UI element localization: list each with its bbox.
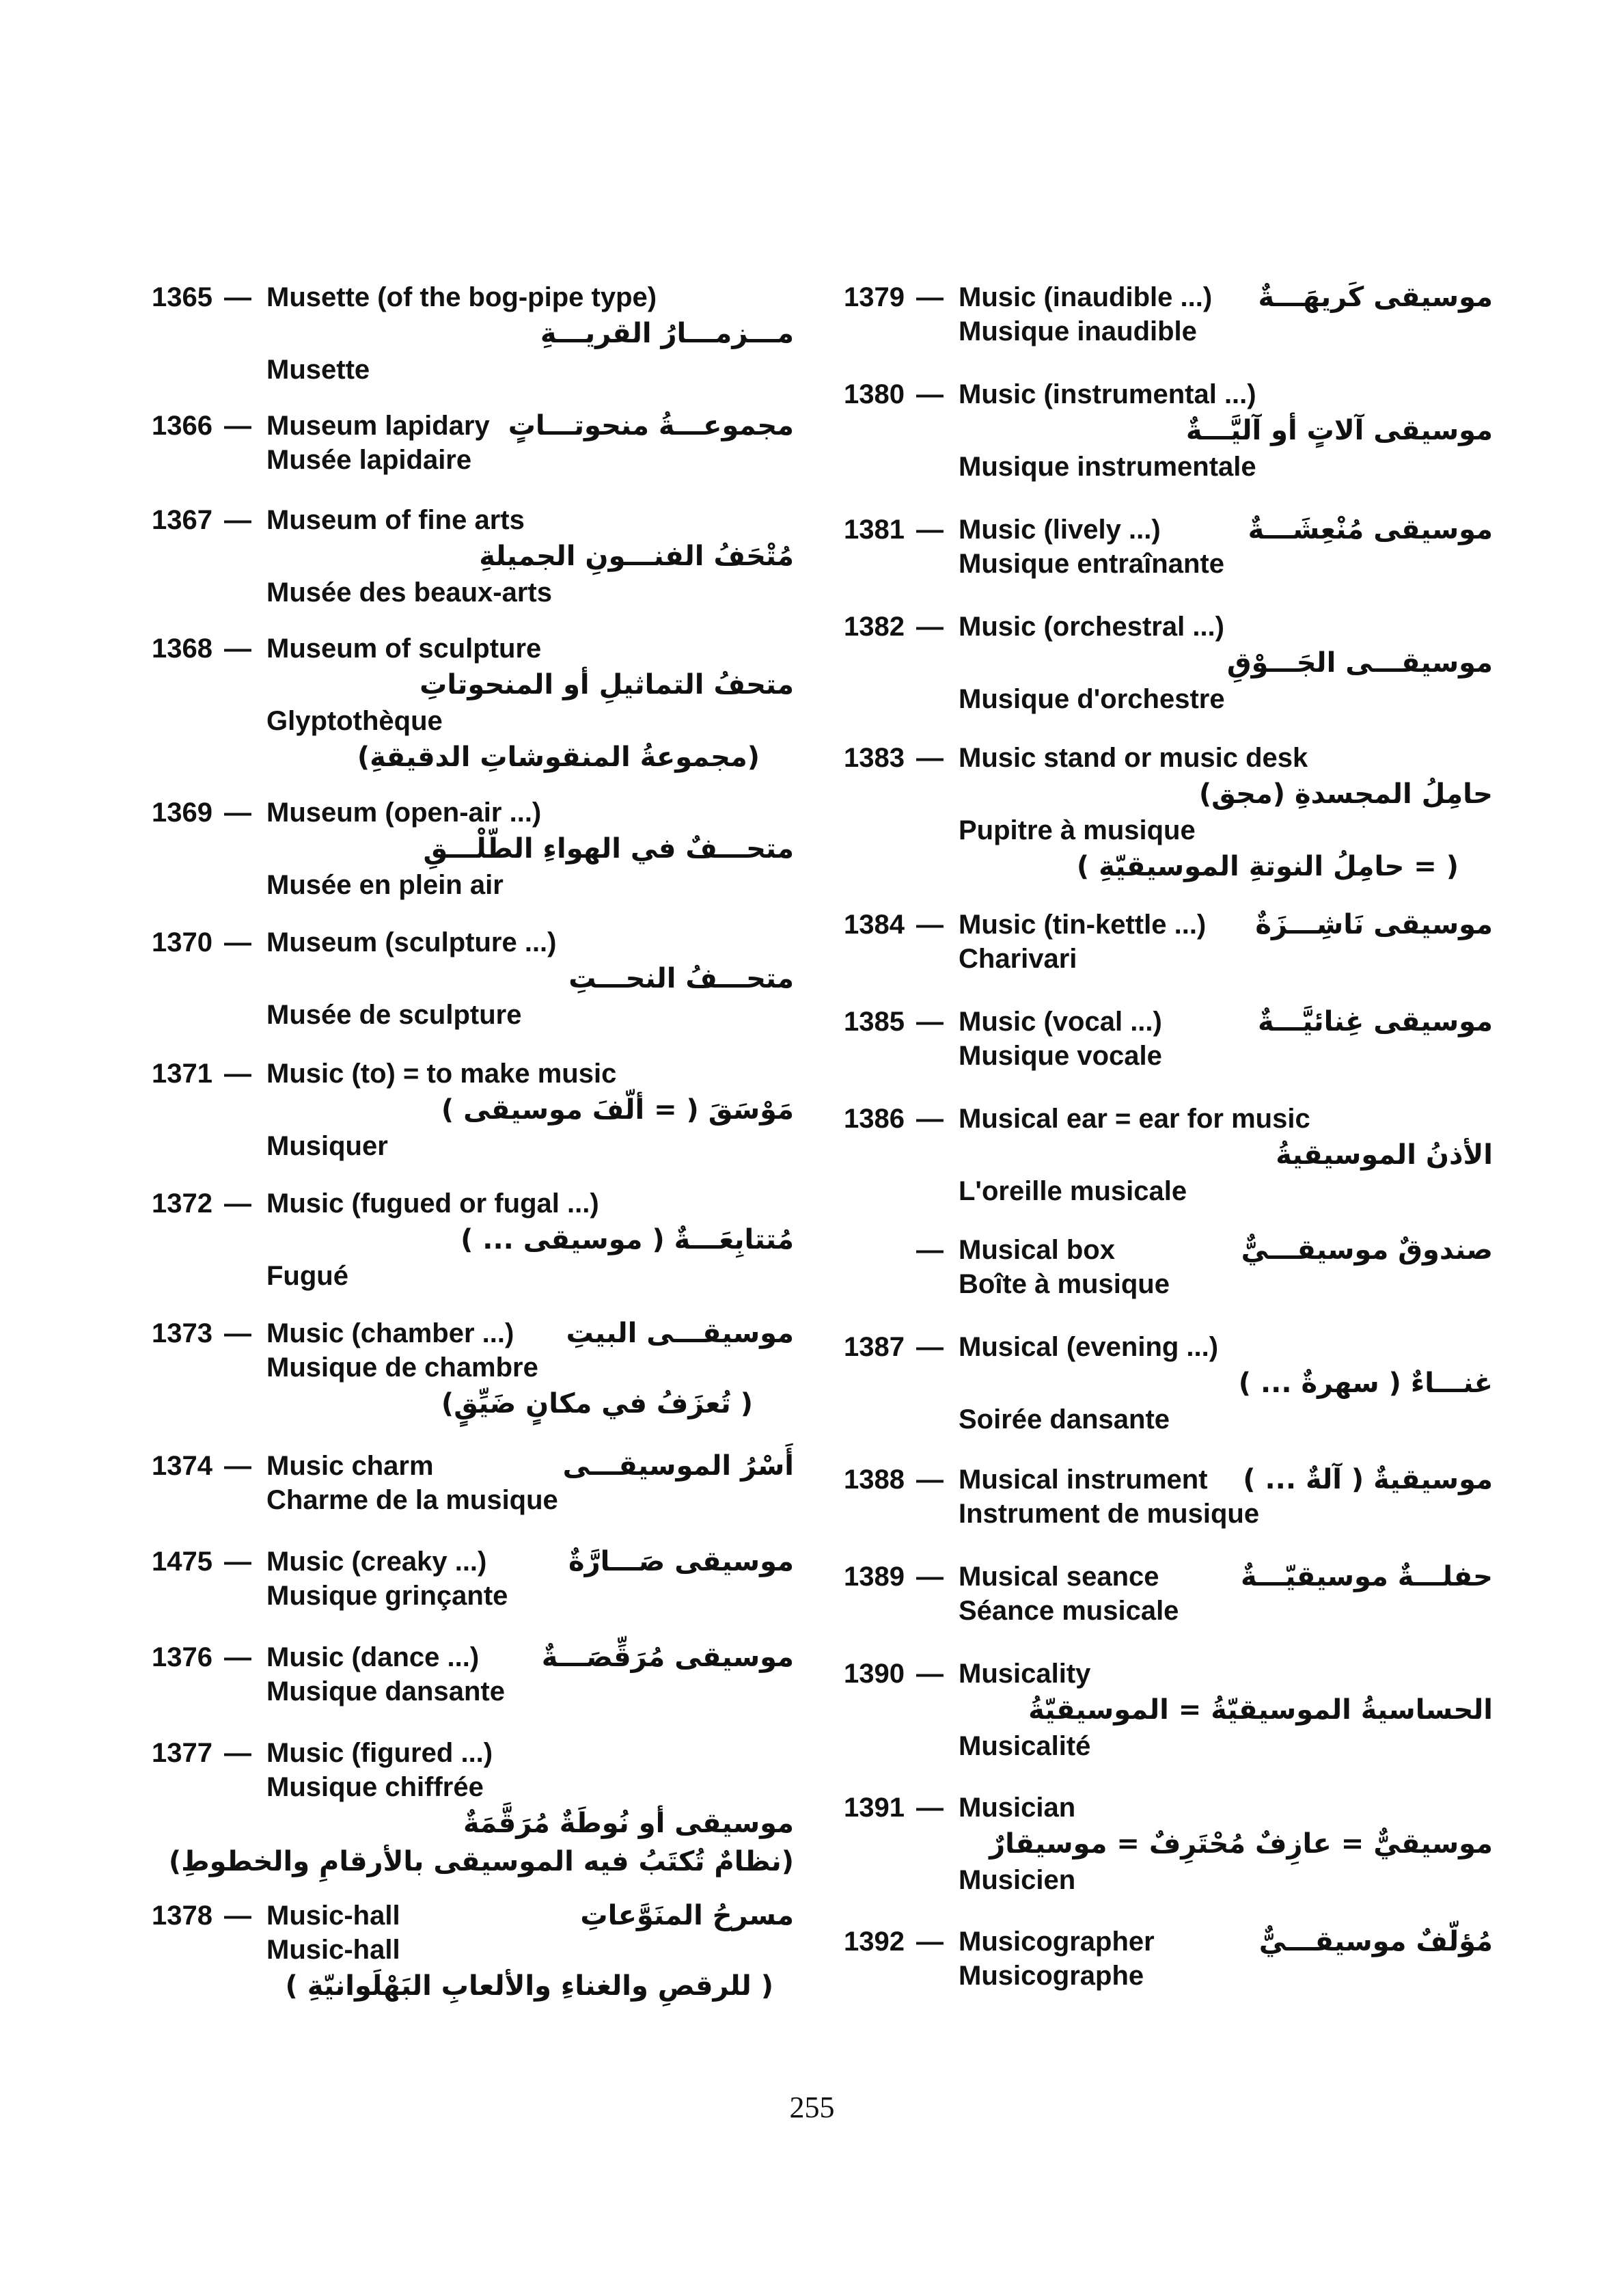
entry-1370: 1370 — Museum (sculpture ...) متحـــفُ النحـــتِ Musée de sculpture [152,925,794,1028]
entry-arabic: مُتتابِعَـــةٌ ( موسيقى ... ) [460,1224,794,1255]
entry-1377: 1377 — Music (figured ...) Musique chiffrée موسيقى أو نُوطَةٌ مُرَقَّمَةٌ (نظامٌ تُكتَبُ فيه الموسيقى بالأرقامِ والخطوطِ) [152,1736,794,1881]
entry-1388: 1388 — Musical instrument موسيقيةٌ ( آلةٌ ... ) Instrument de musique [844,1463,1493,1531]
entry-musical-box: — Musical box صندوقٌ موسيقـــيٌّ Boîte à musique [844,1233,1493,1301]
entry-1381: 1381 — Music (lively ...) موسيقى مُنْعِشَـــةٌ Musique entraînante [844,513,1493,581]
entry-headword: Museum (open-air ...) [266,798,542,828]
entry-arabic-note: (مجموعةُ المنقوشاتِ الدقيقةِ) [357,742,760,773]
entry-arabic: متحـــفٌ في الهواءِ الطّلْـــقِ [423,833,794,865]
entry-arabic: غنـــاءٌ ( سهرةٌ ... ) [1238,1368,1493,1399]
entry-arabic: صندوقٌ موسيقـــيٌّ [1241,1234,1493,1266]
entry-arabic: موسيقى صَـــارَّةٌ [568,1546,794,1577]
entry-arabic-note: ( للرقصِ والغناءِ والألعابِ البَهْلَوانيّةِ ) [285,1970,773,2002]
entry-headword: Musicality [959,1659,1091,1689]
entry-number: 1367 [152,505,212,535]
entry-arabic: حامِلُ المجسدةِ (مجق) [1198,778,1493,810]
entry-1379: 1379 — Music (inaudible ...) موسيقى كَريهَـــةٌ Musique inaudible [844,280,1493,349]
entry-french: Musée des beaux-arts [266,577,552,608]
entry-french: Musicographe [959,1961,1144,1991]
entry-headword: Music (chamber ...) [266,1318,514,1348]
entry-headword: Musician [959,1793,1076,1823]
entry-arabic: مسرحُ المنَوَّعاتِ [580,1900,794,1931]
entry-1392: 1392 — Musicographer مُؤلّفٌ موسيقـــيٌّ Musicographe [844,1925,1493,1993]
entry-1389: 1389 — Musical seance حفلـــةٌ موسيقيّـــةٌ Séance musicale [844,1560,1493,1628]
entry-number: 1373 [152,1318,212,1348]
entry-number: 1381 [844,515,905,545]
entry-1373: 1373 — Music (chamber ...) موسيقـــى البيتِ Musique de chambre ( تُعزَفُ في مكانٍ ضَيِّقٍ) [152,1316,794,1426]
entry-1386: 1386 — Musical ear = ear for music الأذنُ الموسيقيةُ L'oreille musicale [844,1102,1493,1204]
entry-headword: Music (dance ...) [266,1642,480,1672]
entry-1475: 1475 — Music (creaky ...) موسيقى صَـــارَّةٌ Musique grinçante [152,1545,794,1613]
entry-french: Musicien [959,1865,1076,1895]
entry-french: Glyptothèque [266,706,443,736]
entry-number: 1389 [844,1562,905,1592]
entry-arabic: الحساسيةُ الموسيقيّةُ = الموسيقيّةُ [1028,1694,1493,1726]
entry-arabic: موسيقى مُرَقِّصَـــةٌ [541,1642,794,1673]
entry-arabic-note: (نظامٌ تُكتَبُ فيه الموسيقى بالأرقامِ والخطوطِ) [168,1846,794,1877]
entry-number: 1475 [152,1547,212,1577]
entry-french: Charme de la musique [266,1485,558,1515]
entry-headword: Museum lapidary [266,411,490,441]
entry-number: 1391 [844,1793,905,1823]
entry-number: 1371 [152,1059,212,1089]
entry-number: 1368 [152,634,212,664]
entry-arabic: أَسْرُ الموسيقـــى [562,1450,794,1482]
entry-french: Musique de chambre [266,1352,538,1383]
entry-number: 1380 [844,379,905,409]
entry-1374: 1374 — Music charm أَسْرُ الموسيقـــى Charme de la musique [152,1449,794,1517]
entry-arabic: متحفُ التماثيلِ أو المنحوتاتِ [419,669,794,701]
entry-french: Musée de sculpture [266,1000,522,1030]
entry-1372: 1372 — Music (fugued or fugal ...) مُتتابِعَـــةٌ ( موسيقى ... ) Fugué [152,1186,794,1289]
entry-arabic: موسيقى نَاشِـــزَةٌ [1255,909,1493,940]
entry-1385: 1385 — Music (vocal ...) موسيقى غِنائيَّـــةٌ Musique vocale [844,1005,1493,1073]
entry-arabic: مُتْحَفُ الفنـــونِ الجميلةِ [479,541,794,572]
entry-french: Soirée dansante [959,1404,1170,1435]
entry-headword: Museum of fine arts [266,505,525,535]
entry-arabic: موسيقى أو نُوطَةٌ مُرَقَّمَةٌ [463,1808,794,1839]
entry-number: 1370 [152,927,212,957]
entry-french: Musique inaudible [959,316,1197,346]
entry-headword: Museum of sculpture [266,634,542,664]
entry-headword: Music charm [266,1451,434,1481]
entry-1390: 1390 — Musicality الحساسيةُ الموسيقيّةُ = الموسيقيّةُ Musicalité [844,1657,1493,1763]
entry-french: L'oreille musicale [959,1176,1187,1206]
entry-french: Boîte à musique [959,1269,1170,1299]
entry-french: Musée en plein air [266,870,504,900]
entry-headword: Music (to) = to make music [266,1059,617,1089]
right-column [844,280,1493,1993]
entry-french: Musiquer [266,1131,388,1161]
entry-1387: 1387 — Musical (evening ...) غنـــاءٌ ( سهرةٌ ... ) Soirée dansante [844,1330,1493,1437]
entry-number: 1365 [152,282,212,312]
entry-headword: Musical ear = ear for music [959,1104,1310,1134]
entry-number: 1384 [844,910,905,940]
entry-arabic: موسيقـــى البيتِ [566,1318,794,1349]
entry-number: 1379 [844,282,905,312]
entry-arabic: مُؤلّفٌ موسيقـــيٌّ [1258,1926,1493,1957]
entry-arabic: متحـــفُ النحـــتِ [568,963,794,994]
entry-1368: 1368 — Museum of sculpture متحفُ التماثيلِ أو المنحوتاتِ Glyptothèque (مجموعةُ المنقوشاتِ الدقيقةِ) [152,631,794,772]
entry-arabic: مَوْسَقَ ( = ألّفَ موسيقى ) [441,1094,794,1126]
entry-french: Musicalité [959,1731,1091,1761]
entry-arabic: موسيقيةٌ ( آلةٌ ... ) [1243,1464,1493,1495]
entry-headword: Museum (sculpture ...) [266,927,557,957]
entry-french: Musette [266,355,370,385]
entry-headword: Music (tin-kettle ...) [959,910,1207,940]
entry-headword: Musical box [959,1235,1115,1265]
entry-arabic: موسيقيٌّ = عازِفٌ مُحْتَرِفٌ = موسيقارٌ [989,1828,1493,1860]
entry-arabic-note: ( تُعزَفُ في مكانٍ ضَيِّقٍ) [441,1388,753,1419]
entry-headword: Music (creaky ...) [266,1547,487,1577]
entry-number: 1390 [844,1659,905,1689]
entry-1369: 1369 — Museum (open-air ...) متحـــفٌ في الهواءِ الطّلْـــقِ Musée en plein air [152,796,794,898]
entry-french: Musique instrumentale [959,452,1256,482]
entry-french: Music-hall [266,1935,400,1965]
entry-arabic-note: ( = حامِلُ النوتةِ الموسيقيّةِ ) [1076,851,1459,882]
entry-1380: 1380 — Music (instrumental ...) موسيقى آلاتٍ أو آليَّـــةٌ Musique instrumentale [844,377,1493,484]
entry-arabic: حفلـــةٌ موسيقيّـــةٌ [1240,1561,1493,1592]
entry-arabic: مجموعـــةُ منحوتـــاتٍ [508,410,794,441]
entry-1371: 1371 — Music (to) = to make music مَوْسَقَ ( = ألّفَ موسيقى ) Musiquer [152,1057,794,1159]
entry-french: Séance musicale [959,1596,1179,1626]
entry-number: 1376 [152,1642,212,1672]
entry-french: Musique d'orchestre [959,684,1225,714]
entry-arabic: موسيقى غِنائيَّـــةٌ [1258,1006,1493,1037]
entry-number: 1369 [152,798,212,828]
entry-arabic: موسيقـــى الجَـــوْقِ [1226,647,1493,679]
entry-headword: Musette (of the bog-pipe type) [266,282,657,312]
entry-headword: Musical instrument [959,1465,1208,1495]
entry-number: 1366 [152,411,212,441]
entry-headword: Music (instrumental ...) [959,379,1256,409]
entry-1366: 1366 — Museum lapidary مجموعـــةُ منحوتـــاتٍ Musée lapidaire [152,409,794,477]
entry-number: 1386 [844,1104,905,1134]
entry-number: 1388 [844,1465,905,1495]
entry-1382: 1382 — Music (orchestral ...) موسيقـــى الجَـــوْقِ Musique d'orchestre [844,610,1493,716]
entry-1367: 1367 — Museum of fine arts مُتْحَفُ الفنـــونِ الجميلةِ Musée des beaux-arts [152,503,794,606]
entry-french: Fugué [266,1261,348,1291]
entry-headword: Musicographer [959,1927,1155,1957]
entry-arabic: الأذنُ الموسيقيةُ [1276,1139,1493,1171]
entry-number: 1382 [844,612,905,642]
entry-number: 1378 [152,1901,212,1931]
entry-headword: Musical (evening ...) [959,1332,1219,1362]
entry-french: Instrument de musique [959,1499,1260,1529]
entry-headword: Music (lively ...) [959,515,1161,545]
entry-french: Musique grinçante [266,1581,508,1611]
entry-headword: Music (inaudible ...) [959,282,1213,312]
entry-french: Charivari [959,944,1077,974]
entry-french: Pupitre à musique [959,815,1196,845]
entry-headword: Music (vocal ...) [959,1007,1162,1037]
entry-headword: Music stand or music desk [959,743,1308,773]
entry-arabic: موسيقى مُنْعِشَـــةٌ [1248,514,1493,545]
entry-number: 1385 [844,1007,905,1037]
entry-number: 1374 [152,1451,212,1481]
entry-arabic: مـــزمـــارُ القريـــةِ [540,318,794,349]
entry-french: Musique dansante [266,1676,505,1707]
entry-arabic: موسيقى كَريهَـــةٌ [1258,282,1493,313]
page-number: 255 [789,2091,835,2124]
entry-french: Musée lapidaire [266,445,472,475]
entry-number: 1387 [844,1332,905,1362]
entry-number: 1372 [152,1188,212,1219]
entry-french: Musique entraînante [959,549,1224,579]
entry-headword: Music (fugued or fugal ...) [266,1188,599,1219]
entry-1391: 1391 — Musician موسيقيٌّ = عازِفٌ مُحْتَرِفٌ = موسيقارٌ Musicien [844,1791,1493,1897]
entry-headword: Musical seance [959,1562,1159,1592]
entry-number: 1377 [152,1738,212,1768]
entry-1384: 1384 — Music (tin-kettle ...) موسيقى نَاشِـــزَةٌ Charivari [844,908,1493,976]
entry-1365: 1365 — Musette (of the bog-pipe type) مـــزمـــارُ القريـــةِ Musette [152,280,794,383]
entry-french: Musique chiffrée [266,1772,484,1802]
entry-headword: Music (figured ...) [266,1738,493,1768]
entry-headword: Music (orchestral ...) [959,612,1224,642]
entry-number: 1392 [844,1927,905,1957]
entry-headword: Music-hall [266,1901,400,1931]
entry-1383: 1383 — Music stand or music desk حامِلُ المجسدةِ (مجق) Pupitre à musique ( = حامِلُ النوتةِ الموسيقيّةِ ) [844,741,1493,886]
left-column [152,280,794,2005]
entry-1378: 1378 — Music-hall مسرحُ المنَوَّعاتِ Music-hall ( للرقصِ والغناءِ والألعابِ البَهْلَوانيّةِ ) [152,1899,794,2005]
entry-number: 1383 [844,743,905,773]
entry-arabic: موسيقى آلاتٍ أو آليَّـــةٌ [1185,415,1493,446]
entry-french: Musique vocale [959,1041,1162,1071]
entry-1376: 1376 — Music (dance ...) موسيقى مُرَقِّصَـــةٌ Musique dansante [152,1640,794,1709]
